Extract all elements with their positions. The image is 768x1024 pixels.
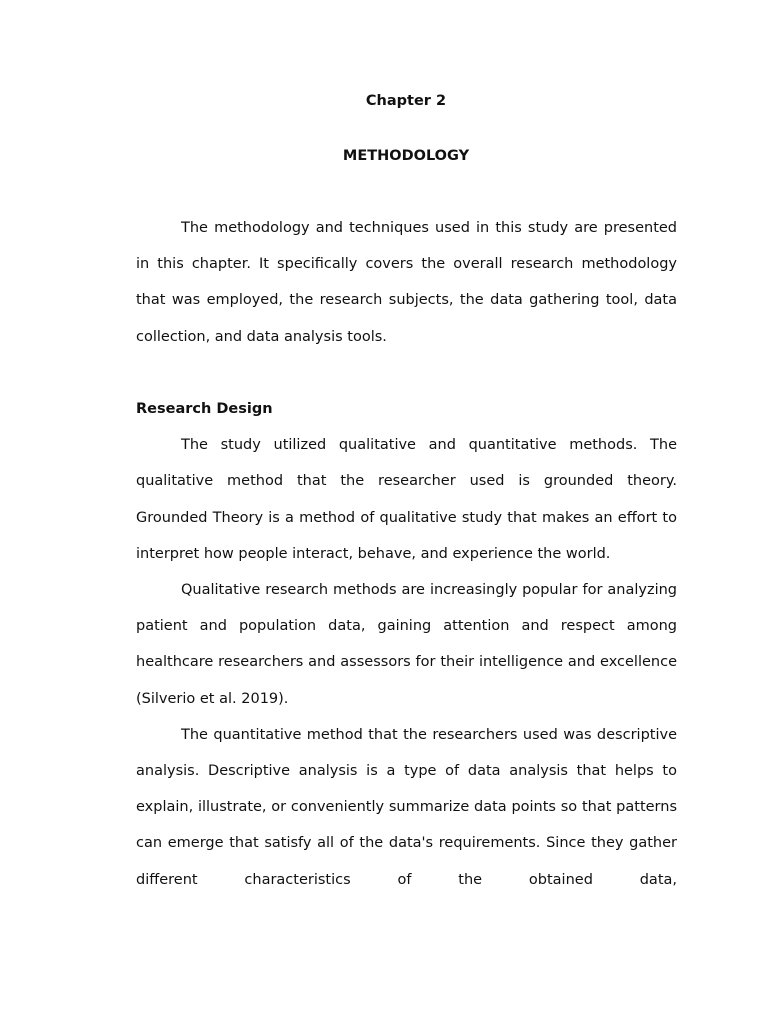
body-paragraph: Qualitative research methods are increasingly popular for analyzing patient and population data, gaining attention and respect among healthcare researchers and assessors for their intelligence and excellence (Silverio et al. 2019). — [136, 582, 677, 707]
body-paragraph: The study utilized qualitative and quantitative methods. The qualitative method that the researcher used is grounded theory. Grounded Theory is a method of qualitative study that makes an effort to interpret how people interact, behave, and experience the world. — [136, 437, 677, 562]
chapter-title: METHODOLOGY — [342, 148, 470, 164]
chapter-label: Chapter 2 — [365, 93, 447, 109]
section-heading: Research Design — [136, 401, 273, 417]
document-body — [136, 210, 677, 898]
intro-paragraph: The methodology and techniques used in this study are presented in this chapter. It specifically covers the overall research methodology that was employed, the research subjects, the data gathering tool, data collection, and data analysis tools. — [136, 220, 677, 345]
body-paragraph: The quantitative method that the researchers used was descriptive analysis. Descriptive analysis is a type of data analysis that helps to explain, illustrate, or conveniently summarize data points so that patterns can emerge that satisfy all of the data's requirements. Since they gather different characteristics of the obtained data, — [136, 726, 677, 888]
